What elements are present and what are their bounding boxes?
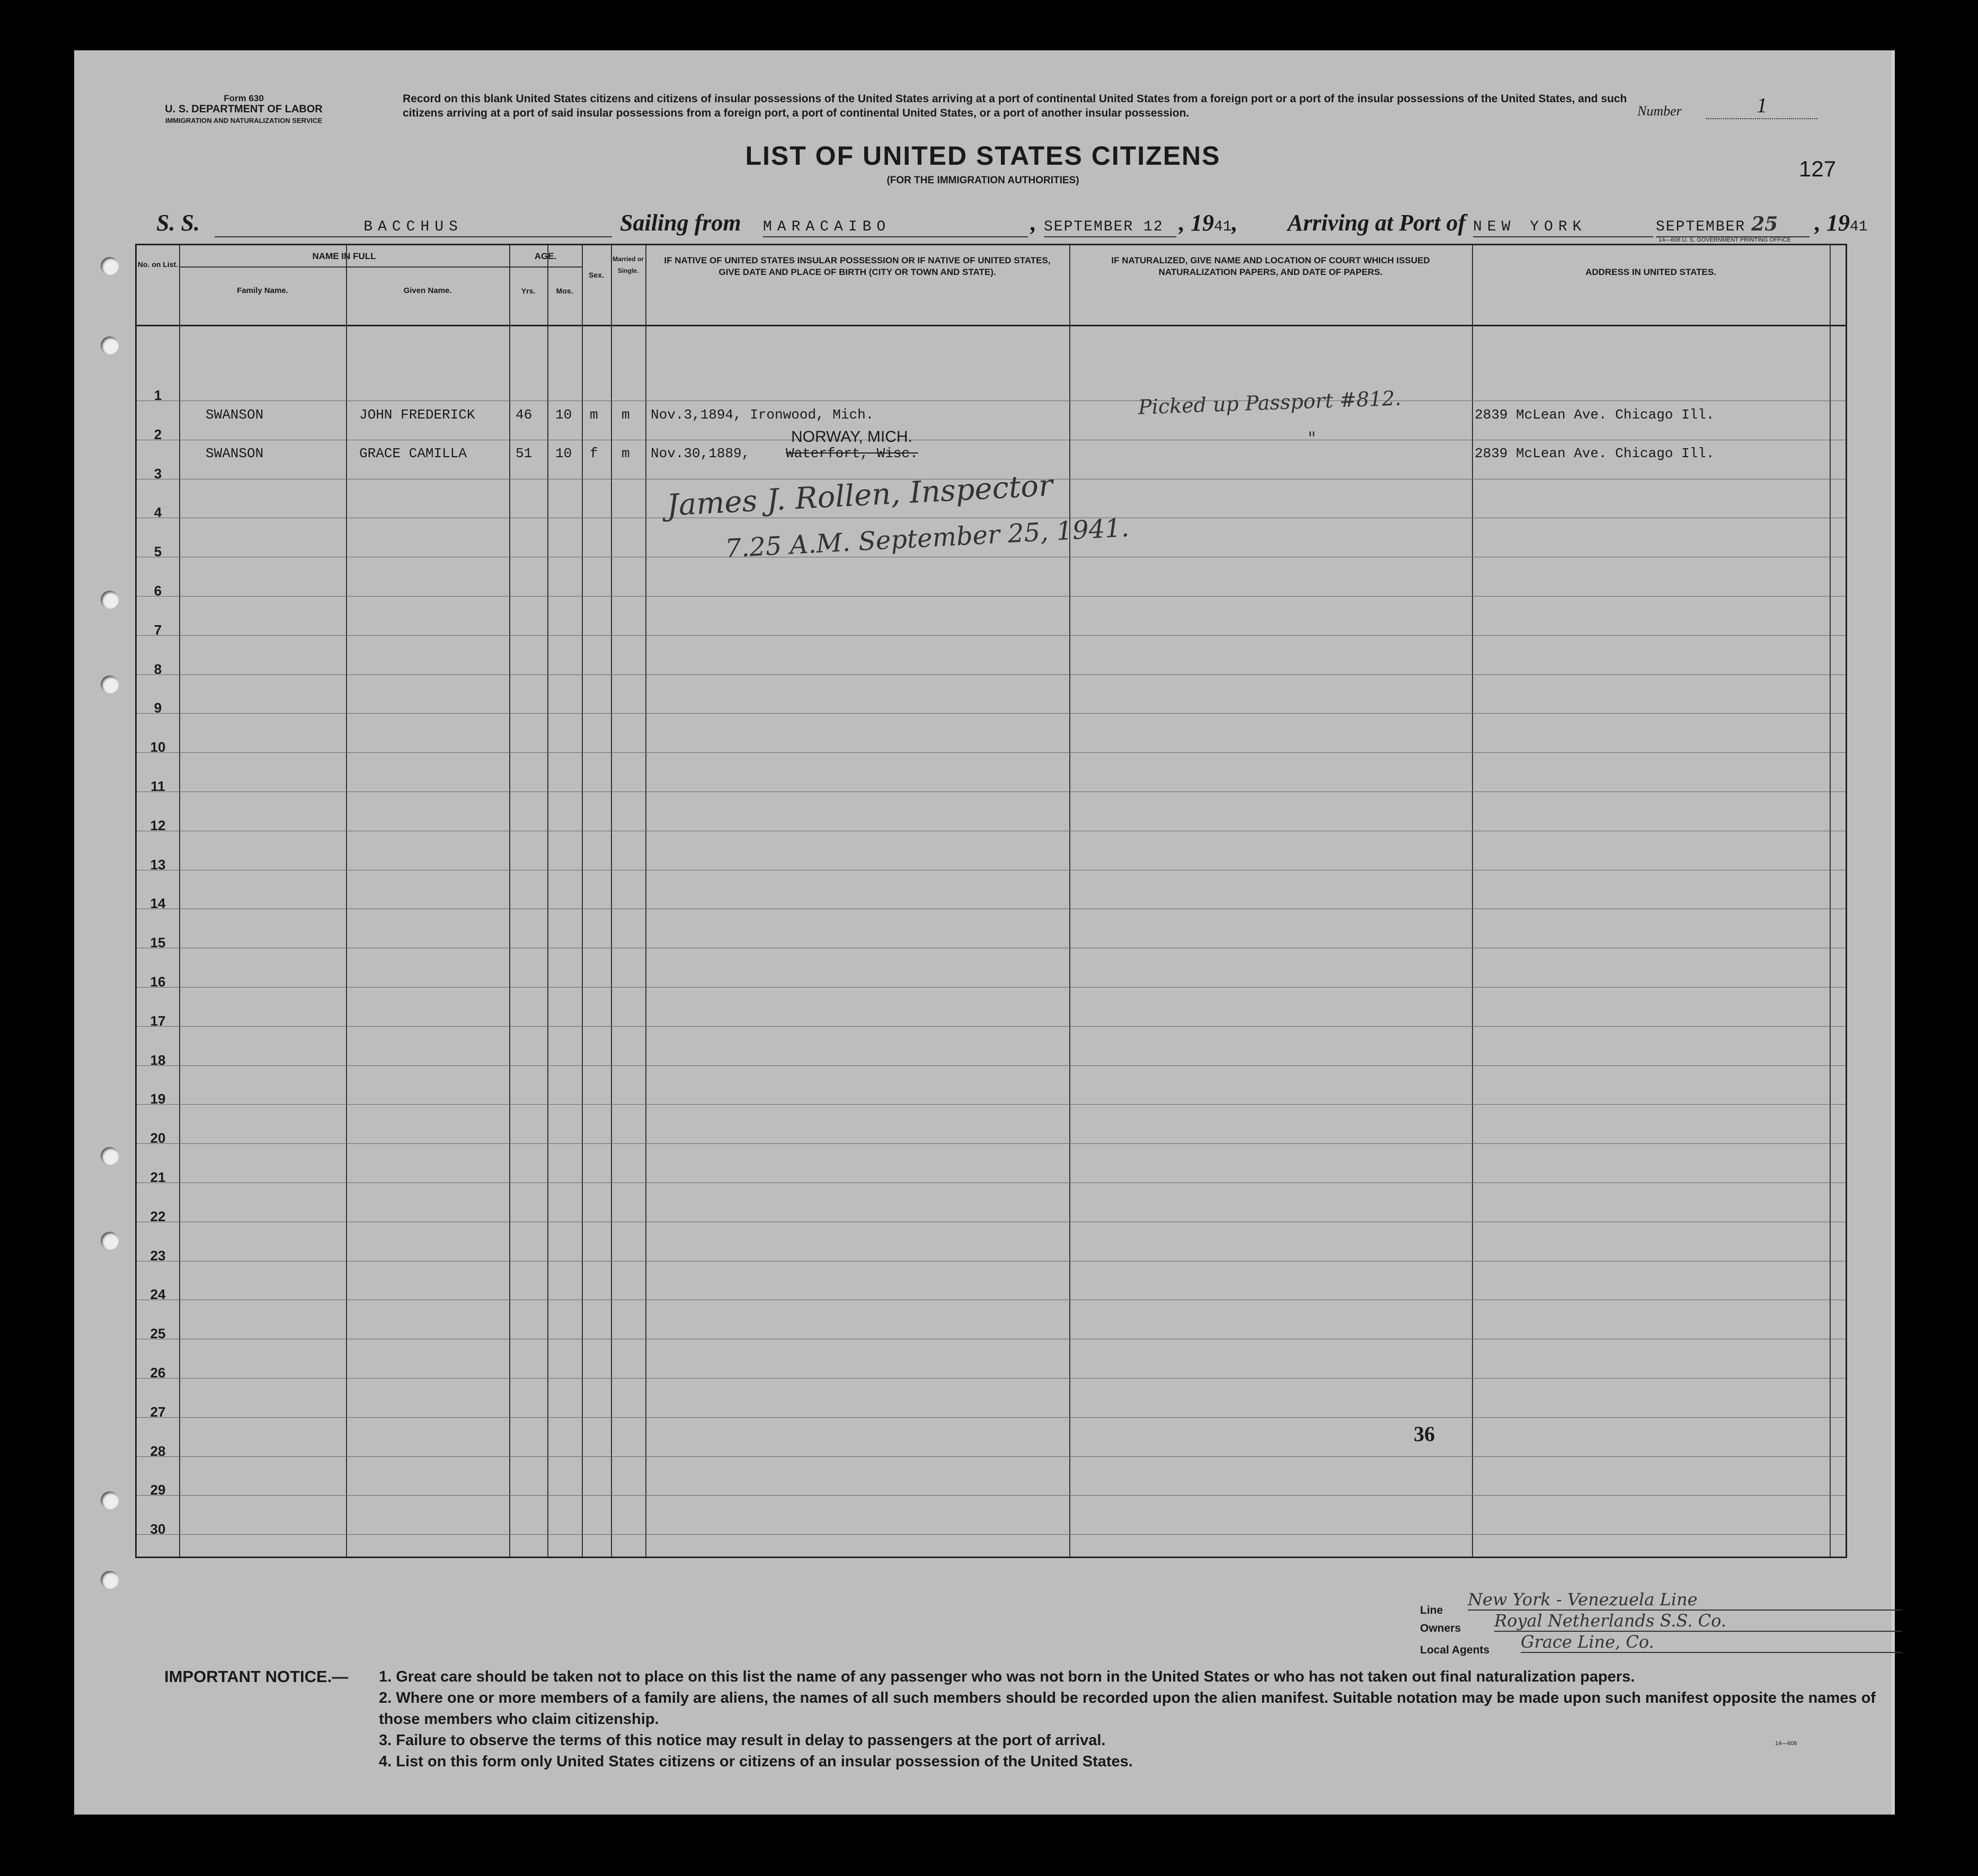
marital-status: m <box>622 407 630 423</box>
marital-status: m <box>622 446 630 461</box>
row-number: 2 <box>154 426 162 442</box>
row-number: 16 <box>150 974 166 990</box>
notice-title: IMPORTANT NOTICE.— <box>164 1667 349 1686</box>
naturalization-note: Picked up Passport #812. <box>1138 386 1402 419</box>
row-rule <box>137 596 1846 597</box>
row-number: 10 <box>150 739 166 755</box>
col-yrs: Yrs. <box>521 287 536 295</box>
departure-year-suffix: 41 <box>1214 219 1232 235</box>
departure-port-field <box>763 209 1028 237</box>
row-number: 8 <box>154 661 162 677</box>
notice-item: 3. Failure to observe the terms of this notice may result in delay to passengers at the port of arrival. <box>379 1732 1106 1749</box>
ss-label: S. S. <box>156 210 200 236</box>
given-name: GRACE CAMILLA <box>359 446 467 461</box>
row-number: 19 <box>150 1091 166 1107</box>
punch-hole-icon <box>101 257 119 275</box>
row-number: 17 <box>150 1012 166 1029</box>
departure-year-prefix: 19 <box>1191 210 1214 236</box>
form-instructions: Record on this blank United States citizens and citizens of insular possessions of the United States arriving at a port of continental United States from a foreign port or a port of the insular possessions of the United States, and such citizens arriving at a port of said insular possessions from a foreign port, a port of continental United States, or a port of another insular possession. <box>403 93 1627 119</box>
row-rule <box>137 1182 1846 1183</box>
row-number: 27 <box>150 1403 166 1420</box>
row-rule <box>137 1378 1846 1379</box>
list-number: 1 <box>1706 93 1817 119</box>
inspector-signature: James J. Rollen, Inspector <box>666 468 1054 523</box>
row-number: 15 <box>150 935 166 951</box>
row-rule <box>137 1065 1846 1066</box>
row-rule <box>137 674 1846 675</box>
arrival-port: NEW YORK <box>1473 219 1587 235</box>
arrival-year-prefix: 19 <box>1826 210 1850 236</box>
notice-item: 2. Where one or more members of a family are aliens, the names of all such members should be recorded upon the alien manifest. Suitable notation may be made upon such manifest opposite the names of those members who claim citizenship. <box>379 1690 1876 1728</box>
line-label: Line <box>1420 1604 1443 1616</box>
punch-hole-icon <box>101 675 119 694</box>
given-name: JOHN FREDERICK <box>359 407 475 423</box>
row-number: 29 <box>150 1482 166 1498</box>
notice-item: 1. Great care should be taken not to place on this list the name of any passenger who was not born in the United States or who has not taken out final naturalization papers. <box>379 1668 1635 1685</box>
form-number: Form 630 <box>224 93 264 103</box>
sex: m <box>590 407 598 423</box>
row-number: 30 <box>150 1521 166 1537</box>
age-months: 10 <box>555 446 572 461</box>
col-address: ADDRESS IN UNITED STATES. <box>1585 267 1716 277</box>
owners-value: Royal Netherlands S.S. Co. <box>1494 1611 1902 1632</box>
age-years: 46 <box>516 407 533 423</box>
row-rule <box>137 1104 1846 1105</box>
notice-item: 4. List on this form only United States citizens or citizens of an insular possession of the United States. <box>379 1753 1133 1770</box>
row-rule <box>137 1456 1846 1457</box>
punch-hole-icon <box>101 1491 119 1509</box>
departure-port: MARACAIBO <box>763 219 891 235</box>
row-number: 9 <box>154 700 162 716</box>
arrival-port-field <box>1473 209 1653 237</box>
row-number: 11 <box>150 778 165 794</box>
row-number: 25 <box>150 1326 166 1342</box>
row-number: 6 <box>154 583 162 599</box>
row-number: 1 <box>154 387 162 403</box>
row-number: 13 <box>150 856 166 873</box>
family-name: SWANSON <box>206 407 264 423</box>
us-address: 2839 McLean Ave. Chicago Ill. <box>1475 446 1715 461</box>
row-rule <box>137 987 1846 988</box>
arrival-date: SEPTEMBER <box>1656 219 1746 235</box>
agents-label: Local Agents <box>1420 1644 1490 1656</box>
punch-hole-icon <box>101 1147 119 1165</box>
birth-date: Nov.30,1889, <box>651 446 750 461</box>
naturalization-ditto: " <box>1308 428 1316 449</box>
row-number: 20 <box>150 1130 166 1146</box>
birth-date-place: Nov.3,1894, Ironwood, Mich. <box>651 407 874 423</box>
col-birth: IF NATIVE OF UNITED STATES INSULAR POSSESSION OR IF NATIVE OF UNITED STATES, GIVE DATE AND PLACE OF BIRTH (CITY OR TOWN AND STATE). <box>664 255 1051 277</box>
stamp-number: 36 <box>1414 1422 1435 1446</box>
passenger-table <box>135 244 1847 1558</box>
row-number: 12 <box>150 817 166 833</box>
sailing-from-label: Sailing from <box>620 210 741 236</box>
number-label: Number <box>1637 103 1682 119</box>
col-no-on-list: No. on List. <box>137 260 179 269</box>
row-rule <box>137 752 1846 753</box>
col-married-single: Married or Single. <box>613 255 644 274</box>
col-sex: Sex. <box>589 271 604 279</box>
row-number: 26 <box>150 1365 166 1381</box>
row-number: 22 <box>150 1208 166 1224</box>
punch-hole-icon <box>101 1232 119 1250</box>
birth-place-correction: NORWAY, MICH. <box>791 428 912 446</box>
row-number: 4 <box>154 504 162 521</box>
ship-name: BACCHUS <box>363 219 463 235</box>
col-naturalized: IF NATURALIZED, GIVE NAME AND LOCATION OF COURT WHICH ISSUED NATURALIZATION PAPERS, AND DATE OF PAPERS. <box>1111 255 1430 277</box>
line-value: New York - Venezuela Line <box>1468 1589 1902 1611</box>
row-number: 21 <box>150 1169 166 1185</box>
row-rule <box>137 635 1846 636</box>
inspection-time: 7.25 A.M. September 25, 1941. <box>724 513 1130 564</box>
arriving-label: Arriving at Port of <box>1288 210 1466 236</box>
age-months: 10 <box>555 407 572 423</box>
row-rule <box>137 1417 1846 1418</box>
page-number: 127 <box>1799 156 1837 181</box>
ship-name-field <box>215 209 612 237</box>
row-number: 14 <box>150 895 166 912</box>
col-name-in-full: NAME IN FULL <box>312 251 376 261</box>
family-name: SWANSON <box>206 446 264 461</box>
punch-hole-icon <box>101 1571 119 1589</box>
col-mos: Mos. <box>556 287 573 295</box>
row-number: 5 <box>154 544 162 560</box>
row-number: 3 <box>154 465 162 482</box>
row-rule <box>137 1534 1846 1535</box>
page-title: LIST OF UNITED STATES CITIZENS <box>745 141 1221 171</box>
row-rule <box>137 1495 1846 1496</box>
row-number: 7 <box>154 621 162 638</box>
punch-hole-icon <box>101 591 119 609</box>
arrival-year-suffix: 41 <box>1850 219 1868 235</box>
row-number: 28 <box>150 1443 166 1459</box>
us-address: 2839 McLean Ave. Chicago Ill. <box>1475 407 1715 423</box>
col-age: AGE. <box>534 251 557 261</box>
manifest-sheet: Form 630 U. S. DEPARTMENT OF LABOR IMMIGRATION AND NATURALIZATION SERVICE Record on this blank United States citizens and citizens of insular possessions of the United States arriving at a port of continental United States from a foreign port or a port of the insular possessions of the United States, and such citizens arriving at a port of said insular possessions from a foreign port, a port of continental United States, or a port of another insular possession. Number 1 LIST OF UNITED STATES CITIZENS (FOR THE IMMIGRATION AUTHORITIES) 127 S. S. BACCHUS Sailing from MARACAIBO , SEPTEMBER 12 , 1941, Arriving at Port of NEW YORK SEPTEMBER 25 , 1941 14—606 U. S. GOVERNMENT PRINTING OFFICE No. on List. NAME IN FULL Family Name. Given Name. AGE. Yrs. Mos. Sex. Married or Single. IF NATIVE OF UNITED STATES INSULAR POSSESSION OR IF NATIVE OF UNITED STATES, GIVE DATE AND PLACE OF BIRTH (CITY OR TOWN AND STATE). IF NATURALIZED, GIVE NAME AND LOCATION OF COURT WHICH ISSUED NATURALIZATION PAPERS, AND DATE OF PAPERS. ADDRESS IN UNITED STATES. 1 2 3 4 5 6 7 8 9 10 11 12 13 14 15 16 17 18 19 20 21 22 23 24 25 26 27 28 29 30 SWANSON JOHN FREDERICK 46 10 m m Nov.3,1894, Ironwood, Mich. Picked up Passport #812. 2839 McLean Ave. Chicago Ill. SWANSON GRACE CAMILLA 51 10 f m Nov.30,1889, Waterfort, Wisc. NORWAY, MICH. " 2839 McLean Ave. Chicago Ill. James J. Rollen, Inspector 7.25 A.M. September 25, 1941. 36 Line New York - Venezuela Line Owners Royal Netherlands S.S. Co. Local Agents Grace Line, Co. IMPORTANT NOTICE.— 1. Great care should be taken not to place on this list the name of any passenger who was not born in the United States or who has not taken out final naturalization papers. 2. Where one or more members of a family are aliens, the names of all such members should be recorded upon the alien manifest. Suitable notation may be made upon such manifest opposite the names of those members who claim citizenship. 3. Failure to observe the terms of this notice may result in delay to passengers at the port of arrival. 4. List on this form only United States citizens or citizens of an insular possession of the United States. 14—606 <box>74 50 1895 1815</box>
arrival-day: 25 <box>1751 213 1778 235</box>
row-number: 24 <box>150 1286 166 1303</box>
col-given-name: Given Name. <box>403 286 452 295</box>
form-identifier <box>117 93 371 126</box>
sex: f <box>590 446 598 461</box>
birth-place-struck: Waterfort, Wisc. <box>786 446 918 461</box>
row-number: 23 <box>150 1247 166 1264</box>
owners-label: Owners <box>1420 1622 1461 1634</box>
departure-date-field <box>1044 209 1176 237</box>
page-subtitle: (FOR THE IMMIGRATION AUTHORITIES) <box>886 175 1079 186</box>
row-rule <box>137 1026 1846 1027</box>
department-name: U. S. DEPARTMENT OF LABOR <box>165 103 323 115</box>
punch-hole-icon <box>101 336 119 354</box>
service-name: IMMIGRATION AND NATURALIZATION SERVICE <box>165 117 323 125</box>
form-code: 14—606 <box>1775 1740 1797 1747</box>
col-family-name: Family Name. <box>237 286 288 295</box>
agents-value: Grace Line, Co. <box>1521 1632 1902 1653</box>
age-years: 51 <box>516 446 533 461</box>
row-number: 18 <box>150 1052 166 1068</box>
row-rule <box>137 1143 1846 1144</box>
row-rule <box>137 713 1846 714</box>
departure-date: SEPTEMBER 12 <box>1044 219 1164 235</box>
arrival-date-field <box>1656 209 1810 237</box>
printer-mark: 14—606 U. S. GOVERNMENT PRINTING OFFICE <box>1658 237 1791 243</box>
